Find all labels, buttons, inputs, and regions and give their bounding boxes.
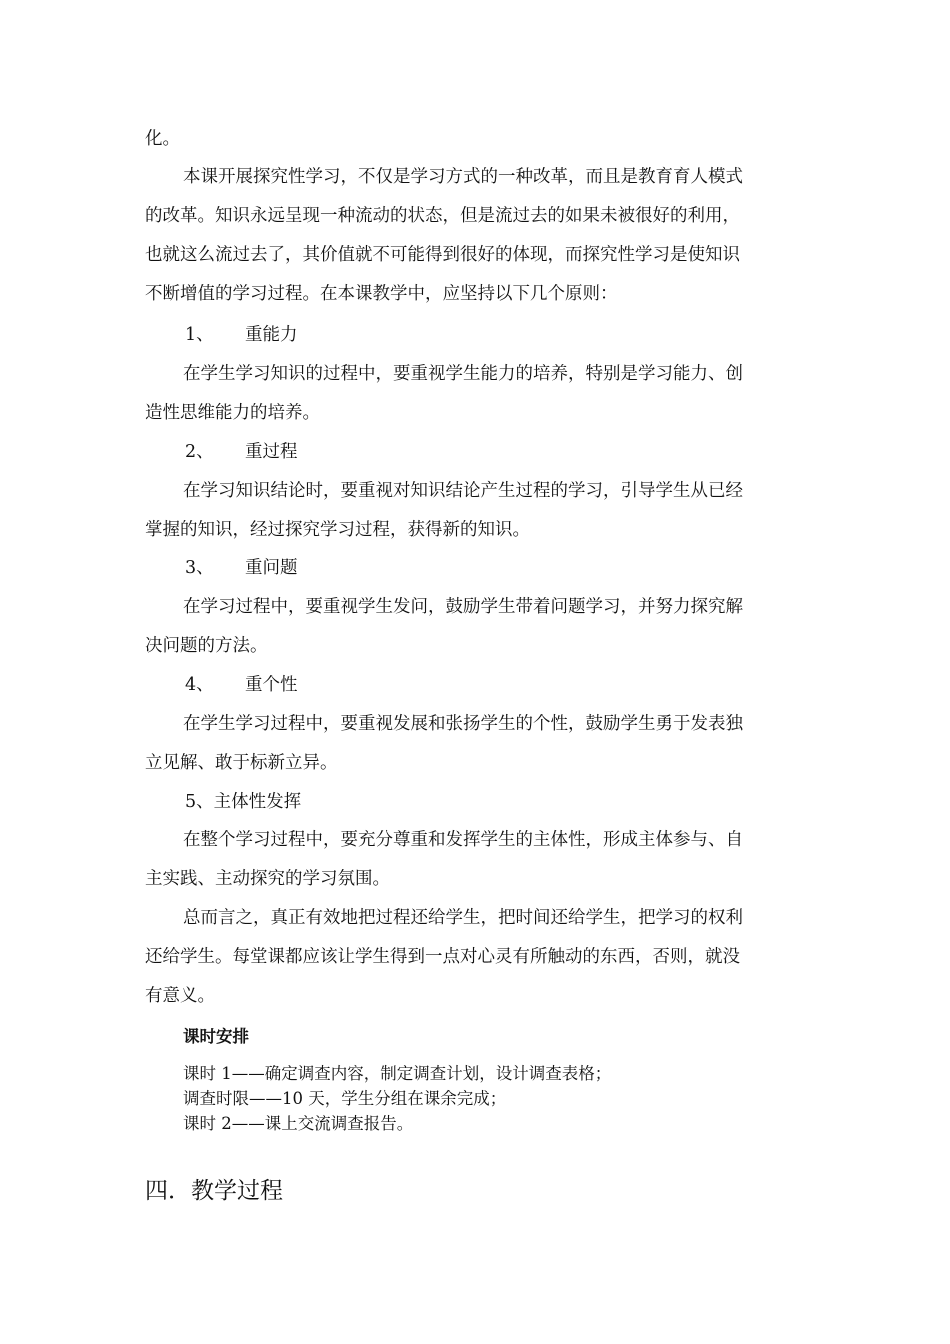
text-line: 不断增值的学习过程。在本课教学中，应坚持以下几个原则： [145,284,618,304]
section-heading: 四．教学过程 [145,1178,283,1204]
text-line: 还给学生。每堂课都应该让学生得到一点对心灵有所触动的东西，否则，就没 [145,947,740,967]
text-line: 本课开展探究性学习，不仅是学习方式的一种改革，而且是教育育人模式 [183,167,743,187]
schedule-item: 课时 2——课上交流调查报告。 [183,1114,414,1133]
text-line: 也就这么流过去了，其价值就不可能得到很好的体现，而探究性学习是使知识 [145,245,740,265]
schedule-heading: 课时安排 [183,1027,249,1046]
schedule-item: 课时 1——确定调查内容，制定调查计划，设计调查表格； [183,1064,612,1083]
principle-title: 重问题 [245,558,298,578]
text-line: 化。 [145,129,180,149]
text-line: 总而言之，真正有效地把过程还给学生，把时间还给学生，把学习的权利 [183,908,743,928]
principle-number: 2、 [185,442,214,462]
text-line: 有意义。 [145,986,215,1006]
text-line: 在学生学习知识的过程中，要重视学生能力的培养，特别是学习能力、创 [183,364,743,384]
text-line: 在学习过程中，要重视学生发问，鼓励学生带着问题学习，并努力探究解 [183,597,743,617]
principle-number: 1、 [185,325,214,345]
schedule-item: 调查时限——10 天，学生分组在课余完成； [183,1089,507,1108]
text-line: 造性思维能力的培养。 [145,403,320,423]
text-line: 在学习知识结论时，要重视对知识结论产生过程的学习，引导学生从已经 [183,481,743,501]
text-line: 主实践、主动探究的学习氛围。 [145,869,390,889]
text-line: 的改革。知识永远呈现一种流动的状态，但是流过去的如果未被很好的利用， [145,206,740,226]
text-line: 决问题的方法。 [145,636,268,656]
text-line: 在学生学习过程中，要重视发展和张扬学生的个性，鼓励学生勇于发表独 [183,714,743,734]
principle-title: 重能力 [245,325,298,345]
principle-number: 4、 [185,675,214,695]
text-line: 掌握的知识，经过探究学习过程，获得新的知识。 [145,520,530,540]
text-line: 立见解、敢于标新立异。 [145,753,338,773]
text-line: 在整个学习过程中，要充分尊重和发挥学生的主体性，形成主体参与、自 [183,830,743,850]
principle-heading: 5、主体性发挥 [185,792,302,812]
principle-title: 重过程 [245,442,298,462]
principle-number: 3、 [185,558,214,578]
principle-title: 重个性 [245,675,298,695]
